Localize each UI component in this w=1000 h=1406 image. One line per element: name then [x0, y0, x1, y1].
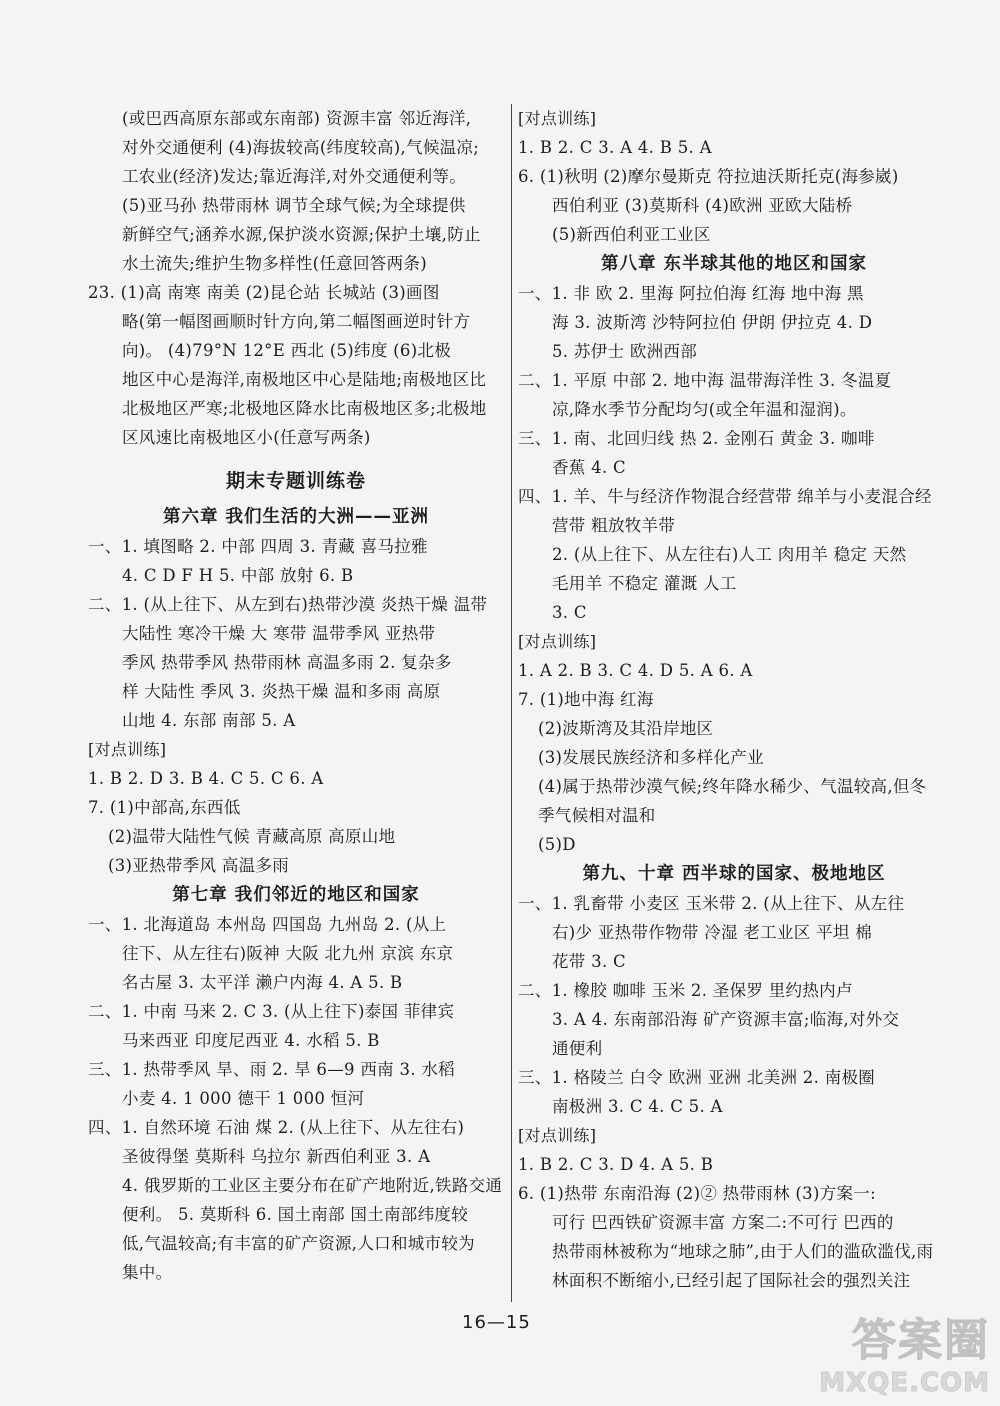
text-line: 23. (1)高 南寒 南美 (2)昆仑站 长城站 (3)画图 — [88, 283, 440, 302]
practice-label: [对点训练] — [518, 1126, 597, 1145]
text-line: 低,气温较高;有丰富的矿产资源,人口和城市较为 — [122, 1234, 475, 1253]
text-line: 3. A 4. 东南部沿海 矿产资源丰富;临海,对外交 — [552, 1010, 900, 1029]
text-line: 北极地区严寒;北极地区降水比南极地区多;北极地 — [122, 399, 487, 418]
left-column — [88, 104, 504, 1287]
text-line: 3. C — [552, 603, 587, 622]
text-line: 一、1. 北海道岛 本州岛 四国岛 九州岛 2. (从上 — [88, 915, 447, 934]
text-line: 1. B 2. C 3. D 4. A 5. B — [518, 1155, 714, 1174]
text-line: 5. 苏伊士 欧洲西部 — [552, 342, 698, 361]
text-line: 向)。 (4)79°N 12°E 西北 (5)纬度 (6)北极 — [122, 341, 452, 360]
text-line: 一、1. 填图略 2. 中部 四周 3. 青藏 喜马拉雅 — [88, 537, 428, 556]
practice-label: [对点训练] — [518, 632, 597, 651]
text-line: 7. (1)地中海 红海 — [518, 690, 654, 709]
text-line: 二、1. 橡胶 咖啡 玉米 2. 圣保罗 里约热内卢 — [518, 981, 853, 1000]
text-line: 季气候相对温和 — [538, 806, 656, 825]
watermark-logo — [819, 1304, 990, 1398]
watermark-text: 答案圈 — [852, 1315, 990, 1366]
practice-label: [对点训练] — [518, 109, 597, 128]
text-line: 集中。 — [122, 1263, 173, 1282]
text-line: (2)波斯湾及其沿岸地区 — [538, 719, 714, 738]
text-line: 三、1. 热带季风 旱、雨 2. 旱 6—9 西南 3. 水稻 — [88, 1060, 455, 1079]
text-line: 大陆性 寒冷干燥 大 寒带 温带季风 亚热带 — [122, 624, 436, 643]
text-line: 6. (1)秋明 (2)摩尔曼斯克 符拉迪沃斯托克(海参崴) — [518, 167, 899, 186]
page-number: 16—15 — [462, 1312, 531, 1333]
chapter-heading: 第八章 东半球其他的地区和国家 — [600, 254, 868, 274]
text-line: 四、1. 自然环境 石油 煤 2. (从上往下、从左往右) — [88, 1118, 465, 1137]
text-line: 1. A 2. B 3. C 4. D 5. A 6. A — [518, 661, 753, 680]
text-line: 海 3. 波斯湾 沙特阿拉伯 伊朗 伊拉克 4. D — [552, 313, 873, 332]
text-line: 工农业(经济)发达;靠近海洋,对外交通便利等。 — [122, 167, 467, 186]
text-line: 1. B 2. C 3. A 4. B 5. A — [518, 138, 712, 157]
text-line: 7. (1)中部高,东西低 — [88, 798, 241, 817]
text-line: 往下、从左往右)阪神 大阪 北九州 京滨 东京 — [122, 944, 454, 963]
text-line: 三、1. 格陵兰 白令 欧洲 亚洲 北美洲 2. 南极圈 — [518, 1068, 876, 1087]
text-line: 四、1. 羊、牛与经济作物混合经营带 绵羊与小麦混合经 — [518, 487, 932, 506]
text-line: 热带雨林被称为“地球之肺”,由于人们的滥砍滥伐,雨 — [552, 1242, 934, 1261]
text-line: (2)温带大陆性气候 青藏高原 高原山地 — [108, 827, 396, 846]
text-line: 二、1. (从上往下、从左到右)热带沙漠 炎热干燥 温带 — [88, 595, 488, 614]
text-line: 香蕉 4. C — [552, 458, 626, 477]
text-line: 便利。 5. 莫斯科 6. 国土南部 国土南部纬度较 — [122, 1205, 469, 1224]
text-line: 毛用羊 不稳定 灌溉 人工 — [552, 574, 737, 593]
text-line: (5)D — [538, 835, 576, 854]
text-line: 马来西亚 印度尼西亚 4. 水稻 5. B — [122, 1031, 380, 1050]
text-line: 一、1. 乳畜带 小麦区 玉米带 2. (从上往下、从左往 — [518, 894, 905, 913]
watermark-url: MXQE.COM — [819, 1368, 990, 1398]
text-line: 新鲜空气;涵养水源,保护淡水资源;保护土壤,防止 — [122, 225, 481, 244]
text-line: 营带 粗放牧羊带 — [552, 516, 676, 535]
text-line: 山地 4. 东部 南部 5. A — [122, 711, 296, 730]
text-line: (3)亚热带季风 高温多雨 — [108, 856, 290, 875]
text-line: 右)少 亚热带作物带 冷湿 老工业区 平坦 棉 — [552, 923, 873, 942]
text-line: 南极洲 3. C 4. C 5. A — [552, 1097, 723, 1116]
text-line: (5)新西伯利亚工业区 — [552, 225, 711, 244]
text-line: 林面积不断缩小,已经引起了国际社会的强烈关注 — [552, 1271, 911, 1290]
text-line: 水土流失;维护生物多样性(任意回答两条) — [122, 254, 427, 273]
text-line: 二、1. 中南 马来 2. C 3. (从上往下)泰国 菲律宾 — [88, 1002, 455, 1021]
text-line: 样 大陆性 季风 3. 炎热干燥 温和多雨 高原 — [122, 682, 441, 701]
section-title: 期末专题训练卷 — [225, 470, 366, 492]
text-line: 可行 巴西铁矿资源丰富 方案二:不可行 巴西的 — [552, 1213, 894, 1232]
text-line: 凉,降水季节分配均匀(或全年温和湿润)。 — [552, 400, 857, 419]
text-line: 一、1. 非 欧 2. 里海 阿拉伯海 红海 地中海 黑 — [518, 284, 864, 303]
chapter-heading: 第九、十章 西半球的国家、极地地区 — [582, 864, 886, 884]
text-line: 花带 3. C — [552, 952, 626, 971]
text-line: 1. B 2. D 3. B 4. C 5. C 6. A — [88, 769, 324, 788]
text-line: 西伯利亚 (3)莫斯科 (4)欧洲 亚欧大陆桥 — [552, 196, 853, 215]
chapter-heading: 第六章 我们生活的大洲——亚洲 — [162, 507, 430, 527]
text-line: 季风 热带季风 热带雨林 高温多雨 2. 复杂多 — [122, 653, 452, 672]
text-line: (4)属于热带沙漠气候;终年降水稀少、气温较高,但冬 — [538, 777, 927, 796]
text-line: 区风速比南极地区小(任意写两条) — [122, 428, 371, 447]
text-line: (3)发展民族经济和多样化产业 — [538, 748, 764, 767]
text-line: 圣彼得堡 莫斯科 乌拉尔 新西伯利亚 3. A — [122, 1147, 431, 1166]
text-line: 地区中心是海洋,南极地区中心是陆地;南极地区比 — [122, 370, 487, 389]
text-line: (或巴西高原东部或东南部) 资源丰富 邻近海洋, — [122, 109, 472, 128]
text-line: 对外交通便利 (4)海拔较高(纬度较高),气候温凉; — [122, 138, 480, 157]
column-divider — [511, 104, 512, 1302]
text-line: 略(第一幅图画顺时针方向,第二幅图画逆时针方 — [122, 312, 471, 331]
chapter-heading: 第七章 我们邻近的地区和国家 — [172, 885, 420, 905]
text-line: 二、1. 平原 中部 2. 地中海 温带海洋性 3. 冬温夏 — [518, 371, 892, 390]
text-line: (5)亚马孙 热带雨林 调节全球气候;为全球提供 — [122, 196, 466, 215]
text-line: 4. 俄罗斯的工业区主要分布在矿产地附近,铁路交通 — [122, 1176, 503, 1195]
practice-label: [对点训练] — [88, 740, 167, 759]
text-line: 通便利 — [552, 1039, 603, 1058]
text-line: 小麦 4. 1 000 德干 1 000 恒河 — [122, 1089, 365, 1108]
right-column — [518, 104, 950, 1295]
text-line: 2. (从上往下、从左往右)人工 肉用羊 稳定 天然 — [552, 545, 907, 564]
text-line: 三、1. 南、北回归线 热 2. 金刚石 黄金 3. 咖啡 — [518, 429, 875, 448]
text-line: 名古屋 3. 太平洋 濑户内海 4. A 5. B — [122, 973, 403, 992]
text-line: 4. C D F H 5. 中部 放射 6. B — [122, 566, 354, 585]
text-line: 6. (1)热带 东南沿海 (2)② 热带雨林 (3)方案一: — [518, 1184, 876, 1203]
